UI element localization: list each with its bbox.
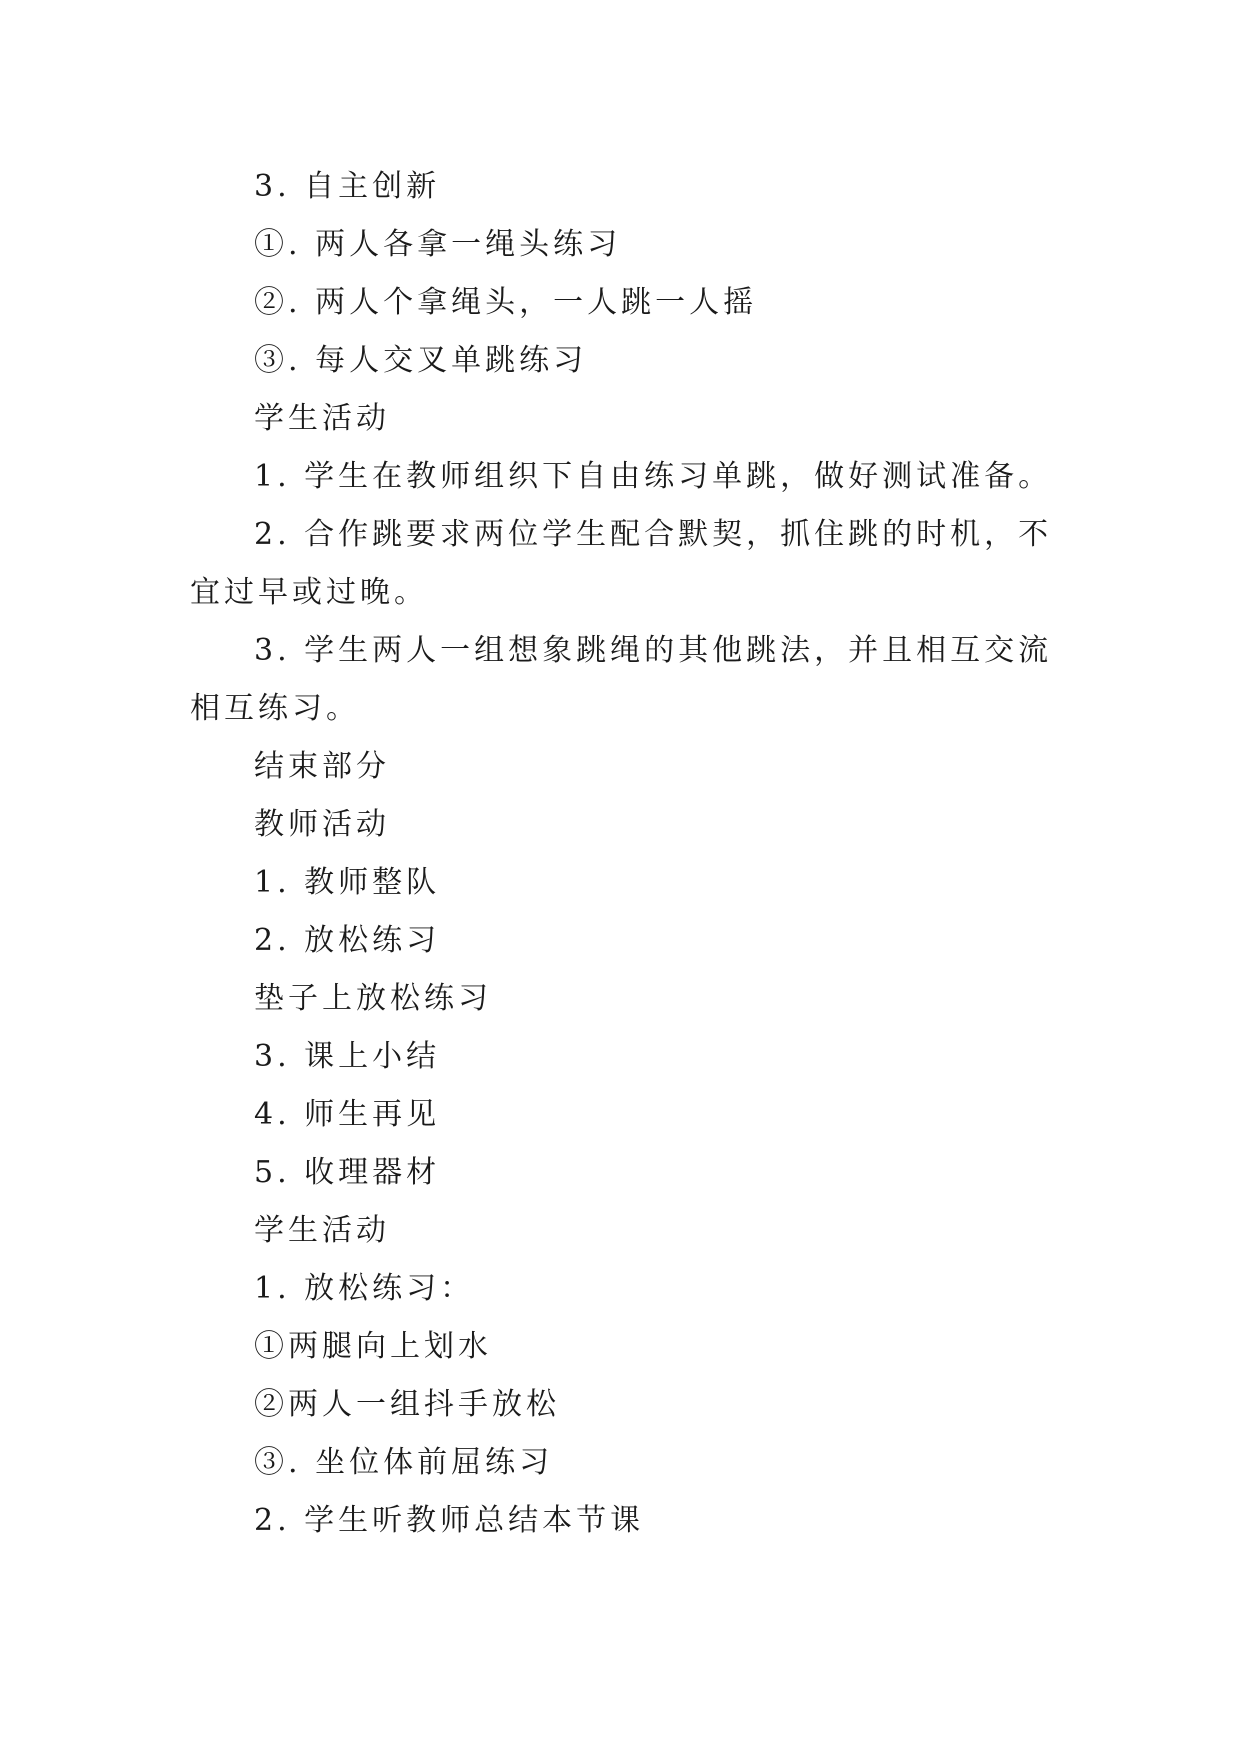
paragraph-3: ②. 两人个拿绳头，一人跳一人摇	[254, 285, 758, 320]
paragraph-8: 3. 学生两人一组想象跳绳的其他跳法，并且相互交流相互练习。	[190, 633, 1053, 726]
paragraph-5: 学生活动	[254, 401, 390, 436]
paragraph-2: ①. 两人各拿一绳头练习	[254, 227, 622, 262]
paragraph-13: 垫子上放松练习	[254, 981, 492, 1016]
paragraph-22: 2. 学生听教师总结本节课	[254, 1503, 645, 1538]
paragraph-16: 5. 收理器材	[254, 1155, 441, 1190]
paragraph-21: ③. 坐位体前屈练习	[254, 1445, 554, 1480]
paragraph-11: 1. 教师整队	[254, 865, 441, 900]
paragraph-6: 1. 学生在教师组织下自由练习单跳，做好测试准备。	[254, 459, 1053, 494]
paragraph-18: 1. 放松练习：	[254, 1271, 475, 1306]
paragraph-15: 4. 师生再见	[254, 1097, 441, 1132]
paragraph-20: ②两人一组抖手放松	[254, 1387, 560, 1422]
paragraph-14: 3. 课上小结	[254, 1039, 441, 1074]
paragraph-10: 教师活动	[254, 807, 390, 842]
paragraph-1: 3. 自主创新	[254, 169, 441, 204]
paragraph-17: 学生活动	[254, 1213, 390, 1248]
paragraph-12: 2. 放松练习	[254, 923, 441, 958]
paragraph-19: ①两腿向上划水	[254, 1329, 492, 1364]
paragraph-7: 2. 合作跳要求两位学生配合默契，抓住跳的时机，不宜过早或过晚。	[190, 517, 1053, 610]
document-body	[190, 158, 1060, 1550]
paragraph-9: 结束部分	[254, 749, 390, 784]
paragraph-4: ③. 每人交叉单跳练习	[254, 343, 588, 378]
